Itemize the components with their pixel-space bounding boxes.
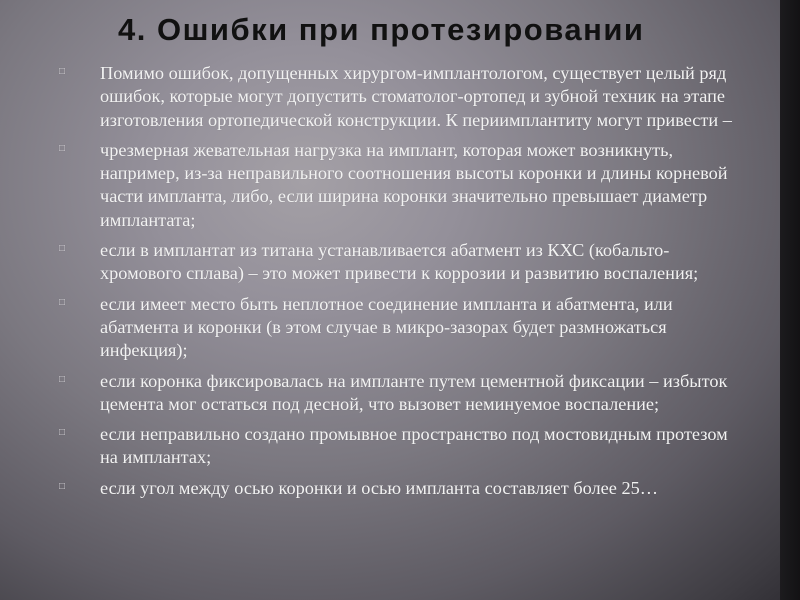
bullet-item [59, 293, 740, 363]
bullet-icon: □ [59, 480, 66, 492]
bullet-text: если коронка фиксировалась на импланте путем цементной фиксации – избыток цемента мог остаться под десной, что вызовет неминуемое воспаление; [100, 370, 728, 414]
bullet-icon: □ [59, 373, 66, 385]
slide-title: 4. Ошибки при протезировании [118, 12, 645, 47]
bullet-item [59, 423, 740, 470]
bullet-text: если имеет место быть неплотное соединение импланта и абатмента, или абатмента и коронки (в этом случае в микро-зазорах будет размножаться инфекция); [100, 293, 673, 361]
right-decorative-band [780, 0, 800, 600]
bullet-icon: □ [59, 296, 66, 308]
bullet-item [59, 239, 740, 286]
slide-content [59, 62, 740, 600]
bullet-item [59, 62, 740, 132]
bullet-icon: □ [59, 142, 66, 154]
bullet-text: Помимо ошибок, допущенных хирургом-имплантологом, существует целый ряд ошибок, которые могут допустить стоматолог-ортопед и зубной техник на этапе изготовления ортопедической конструкции. К периимплантиту могут привести – [100, 63, 732, 130]
bullet-text: если неправильно создано промывное пространство под мостовидным протезом на имплантах; [100, 424, 728, 468]
bullet-icon: □ [59, 243, 66, 255]
bullet-item [59, 139, 740, 232]
bullet-icon: □ [59, 427, 66, 439]
bullet-icon: □ [59, 66, 66, 77]
bullet-item [59, 477, 740, 500]
bullet-item [59, 370, 740, 417]
bullet-text: если угол между осью коронки и осью импланта составляет более 25… [100, 477, 659, 498]
bullet-text: чрезмерная жевательная нагрузка на имплант, которая может возникнуть, например, из-за неправильного соотношения высоты коронки и длины корневой части импланта, либо, если ширина коронки значительно превышает диаметр имплантата; [100, 139, 728, 230]
bullet-text: если в имплантат из титана устанавливается абатмент из КХС (кобальто-хромового сплава) – это может привести к коррозии и развитию воспаления; [100, 240, 699, 284]
